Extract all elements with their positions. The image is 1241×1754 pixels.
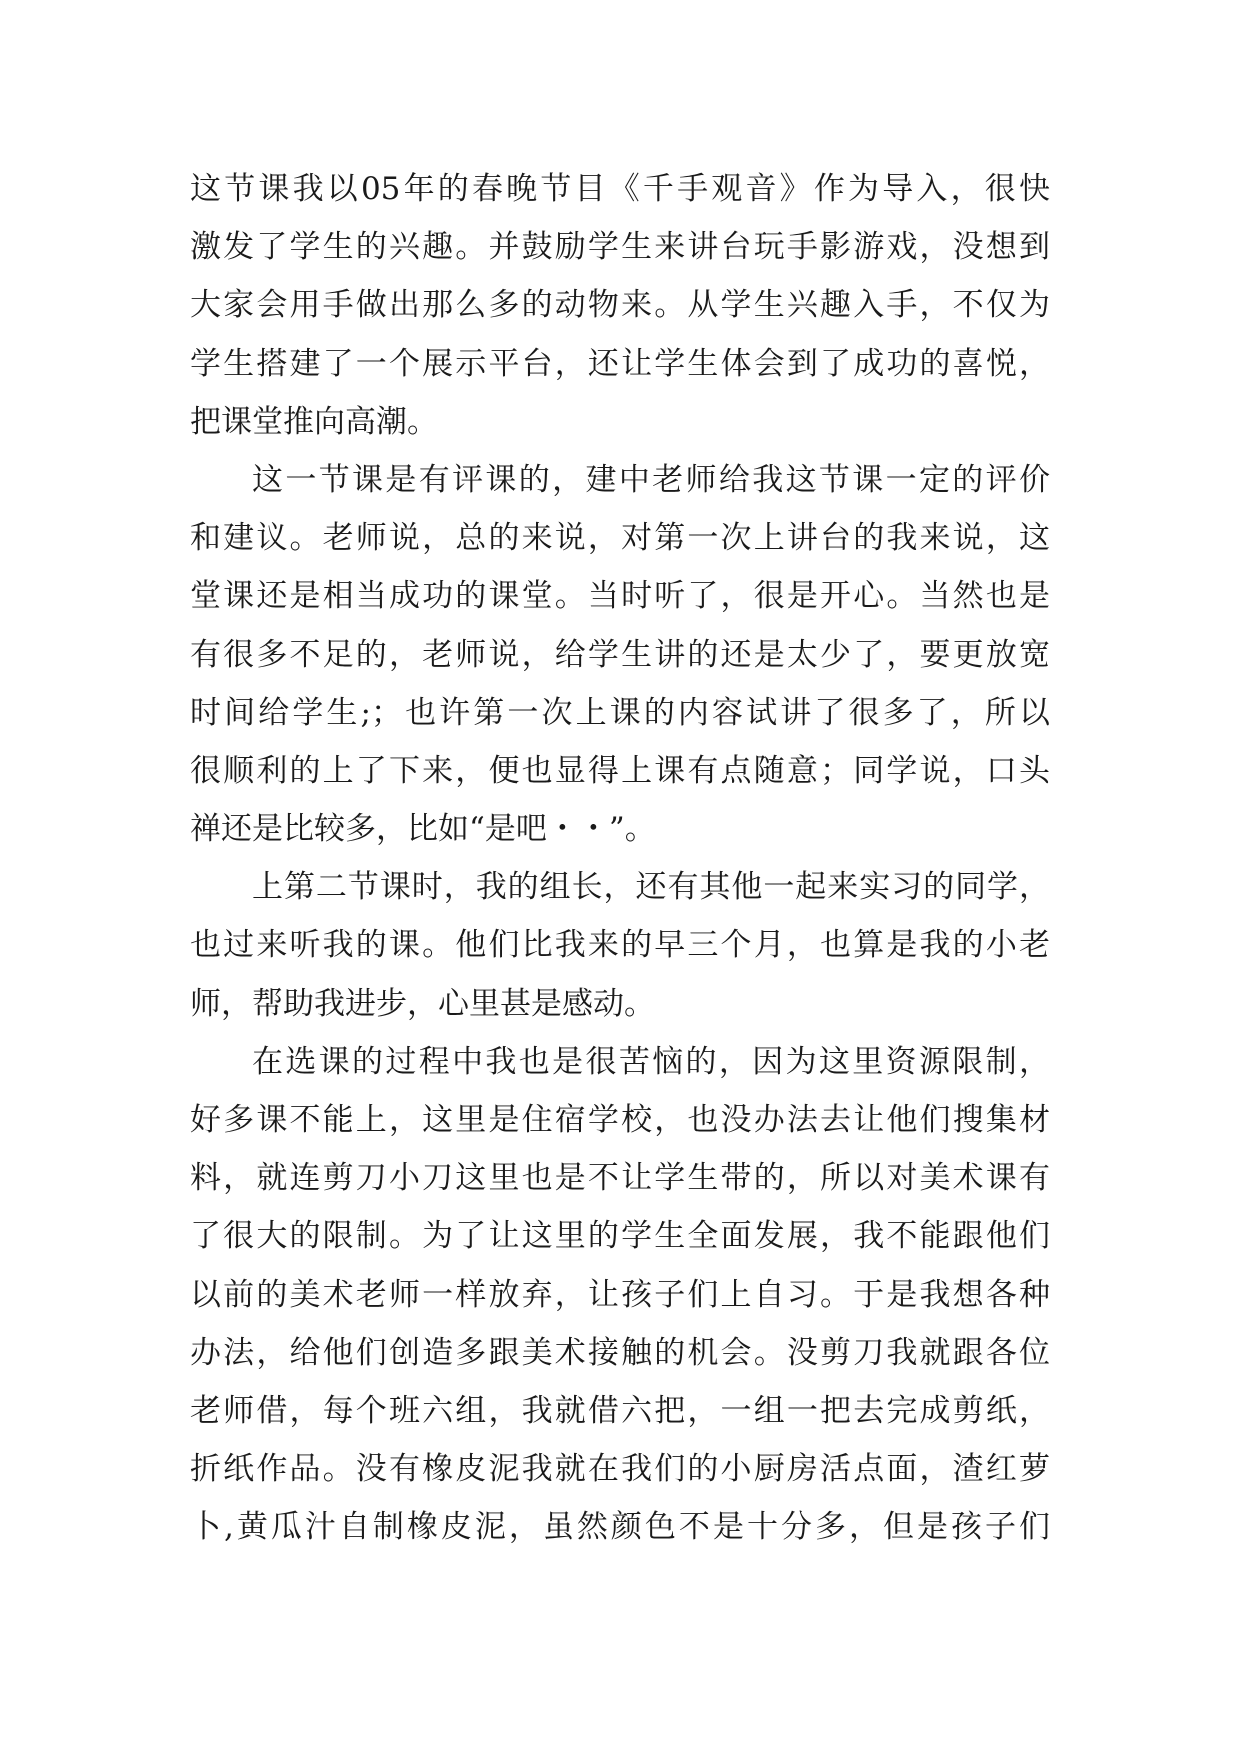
text-line: 也过来听我的课。他们比我来的早三个月，也算是我的小老: [190, 927, 1050, 964]
text-line: 办法，给他们创造多跟美术接触的机会。没剪刀我就跟各位: [190, 1334, 1050, 1371]
text-line: 料，就连剪刀小刀这里也是不让学生带的，所以对美术课有: [190, 1160, 1050, 1197]
text-line: 老师借，每个班六组，我就借六把，一组一把去完成剪纸，: [190, 1392, 1050, 1429]
text-line: 和建议。老师说，总的来说，对第一次上讲台的我来说，这: [190, 520, 1050, 557]
text-line: 这一节课是有评课的，建中老师给我这节课一定的评价: [252, 461, 1050, 498]
text-line: 了很大的限制。为了让这里的学生全面发展，我不能跟他们: [190, 1218, 1050, 1255]
text-line: 时间给学生;；也许第一次上课的内容试讲了很多了，所以: [190, 694, 1050, 731]
text-line: 大家会用手做出那么多的动物来。从学生兴趣入手，不仅为: [190, 287, 1050, 324]
text-line: 很顺利的上了下来，便也显得上课有点随意；同学说，口头: [190, 752, 1050, 789]
text-line: 卜,黄瓜汁自制橡皮泥，虽然颜色不是十分多，但是孩子们: [190, 1509, 1050, 1546]
text-line: 折纸作品。没有橡皮泥我就在我们的小厨房活点面，渣红萝: [190, 1451, 1050, 1488]
text-line: 有很多不足的，老师说，给学生讲的还是太少了，要更放宽: [190, 636, 1050, 673]
text-line: 学生搭建了一个展示平台，还让学生体会到了成功的喜悦，: [190, 345, 1050, 382]
text-line: 这节课我以05年的春晚节目《千手观音》作为导入，很快: [190, 171, 1050, 207]
text-line: 激发了学生的兴趣。并鼓励学生来讲台玩手影游戏，没想到: [190, 229, 1050, 266]
text-line: 师，帮助我进步，心里甚是感动。: [190, 985, 655, 1022]
text-line: 以前的美术老师一样放弃，让孩子们上自习。于是我想各种: [190, 1276, 1050, 1313]
text-line: 上第二节课时，我的组长，还有其他一起来实习的同学，: [252, 869, 1050, 906]
text-line: 把课堂推向高潮。: [190, 403, 438, 440]
text-line: 禅还是比较多，比如“是吧・・”。: [190, 811, 656, 848]
text-line: 堂课还是相当成功的课堂。当时听了，很是开心。当然也是: [190, 578, 1050, 615]
text-line: 好多课不能上，这里是住宿学校，也没办法去让他们搜集材: [190, 1102, 1050, 1138]
body-text: [190, 160, 1050, 1557]
text-line: 在选课的过程中我也是很苦恼的，因为这里资源限制，: [252, 1043, 1050, 1080]
